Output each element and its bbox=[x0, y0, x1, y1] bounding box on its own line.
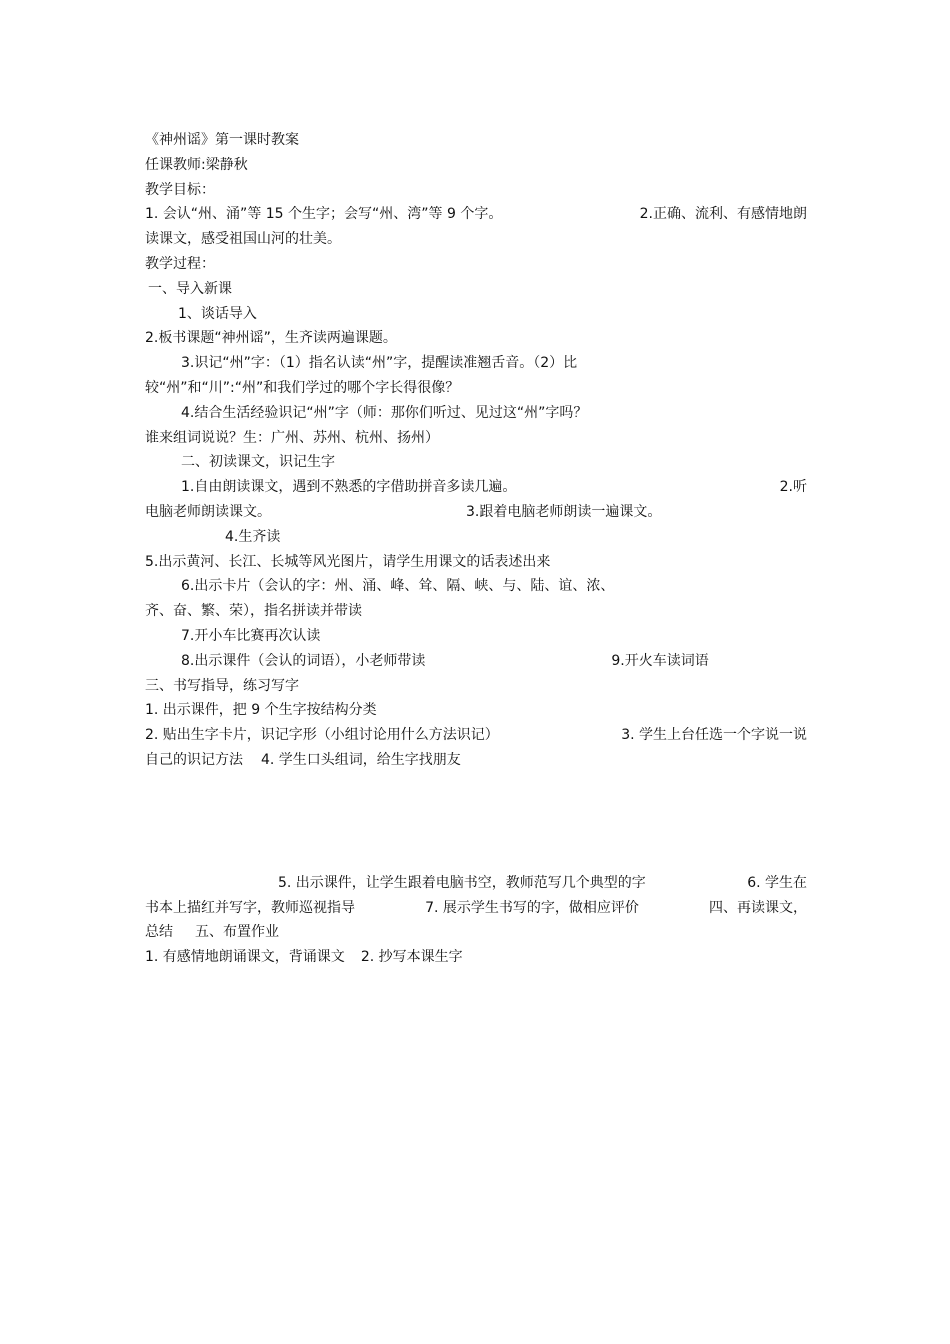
section-5-items bbox=[145, 945, 807, 970]
section-3-line-2 bbox=[145, 723, 807, 748]
section-2-line-2 bbox=[145, 500, 807, 525]
section-1-item-1: 1、谈话导入 bbox=[178, 305, 257, 322]
lesson-plan-body bbox=[145, 128, 807, 970]
section-3-item-3-start: 3. 学生上台任选一个字说一说 bbox=[621, 727, 807, 744]
section-5-item-1: 1. 有感情地朗诵课文，背诵课文 bbox=[145, 949, 345, 966]
blank-gap bbox=[145, 773, 807, 871]
goal-2-end: 读课文，感受祖国山河的壮美。 bbox=[145, 231, 341, 248]
section-3-item-5: 5. 出示课件，让学生跟着电脑书空，教师范写几个典型的字 bbox=[278, 874, 646, 891]
section-3-item-7: 7. 展示学生书写的字，做相应评价 bbox=[425, 899, 639, 916]
teacher-line: 任课教师:梁静秋 bbox=[145, 156, 248, 173]
section-2-line-8 bbox=[145, 649, 807, 674]
goals-heading: 教学目标： bbox=[145, 181, 215, 198]
section-3-item-4: 4. 学生口头组词，给生字找朋友 bbox=[261, 751, 461, 768]
section-1-item-4: 4.结合生活经验识记“州”字（师：那你们听过、见过这“州”字吗？ bbox=[181, 404, 588, 421]
section-2-item-8: 8.出示课件（会认的词语），小老师带读 bbox=[181, 652, 426, 669]
doc-title: 《神州谣》第一课时教案 bbox=[145, 132, 299, 148]
section-5-item-2: 2. 抄写本课生字 bbox=[360, 949, 463, 966]
section-3-heading: 三、书写指导，练习写字 bbox=[145, 677, 299, 694]
section-4-heading-start: 四、再读课文， bbox=[709, 899, 807, 916]
section-3-line-3 bbox=[145, 748, 807, 773]
goal-1: 1. 会认“州、涌”等 15 个生字；会写“州、湾”等 9 个字。 bbox=[145, 206, 503, 223]
section-3-line-5 bbox=[145, 896, 807, 921]
section-4-5-line bbox=[145, 920, 807, 945]
section-2-item-2-start: 2.听 bbox=[779, 479, 807, 496]
section-1-item-4-cont: 谁来组词说说？生：广州、苏州、杭州、扬州） bbox=[145, 429, 439, 446]
section-2-item-4: 4.生齐读 bbox=[225, 528, 281, 545]
section-2-item-5: 5.出示黄河、长江、长城等风光图片，请学生用课文的话表述出来 bbox=[145, 553, 551, 570]
goal-line-1 bbox=[145, 202, 807, 227]
section-4-heading-end: 总结 bbox=[145, 924, 173, 941]
section-1-item-2: 2.板书课题“神州谣”，生齐读两遍课题。 bbox=[145, 330, 397, 347]
section-1-heading: 一、导入新课 bbox=[148, 280, 232, 297]
section-3-line-4 bbox=[145, 871, 807, 896]
section-3-item-6-start: 6. 学生在 bbox=[747, 874, 807, 891]
section-2-item-7: 7.开小车比赛再次认读 bbox=[181, 627, 321, 644]
section-2-item-2-end: 电脑老师朗读课文。 bbox=[145, 503, 271, 520]
section-1-item-3: 3.识记“州”字：（1）指名认读“州”字，提醒读准翘舌音。（2）比 bbox=[181, 355, 578, 372]
section-2-item-1: 1.自由朗读课文，遇到不熟悉的字借助拼音多读几遍。 bbox=[181, 479, 517, 496]
section-3-item-2: 2. 贴出生字卡片，识记字形（小组讨论用什么方法识记） bbox=[145, 727, 499, 744]
section-5-heading: 五、布置作业 bbox=[195, 924, 279, 941]
goal-2-start: 2.正确、流利、有感情地朗 bbox=[639, 206, 807, 223]
section-3-item-1: 1. 出示课件，把 9 个生字按结构分类 bbox=[145, 702, 377, 719]
section-2-item-6: 6.出示卡片（会认的字：州、涌、峰、耸、隔、峡、与、陆、谊、浓、 bbox=[181, 578, 615, 595]
section-2-item-6-cont: 齐、奋、繁、荣），指名拼读并带读 bbox=[145, 603, 362, 620]
section-3-item-3-end: 自己的识记方法 bbox=[145, 751, 243, 768]
section-2-line-1 bbox=[145, 475, 807, 500]
section-2-item-9: 9.开火车读词语 bbox=[611, 652, 709, 669]
process-heading: 教学过程： bbox=[145, 255, 215, 272]
section-2-heading: 二、初读课文，识记生字 bbox=[181, 454, 335, 471]
section-3-item-6-end: 书本上描红并写字，教师巡视指导 bbox=[145, 899, 355, 916]
section-2-item-3: 3.跟着电脑老师朗读一遍课文。 bbox=[466, 503, 662, 520]
section-1-item-3-cont: 较“州”和“川”:“州”和我们学过的哪个字长得很像？ bbox=[145, 379, 460, 396]
